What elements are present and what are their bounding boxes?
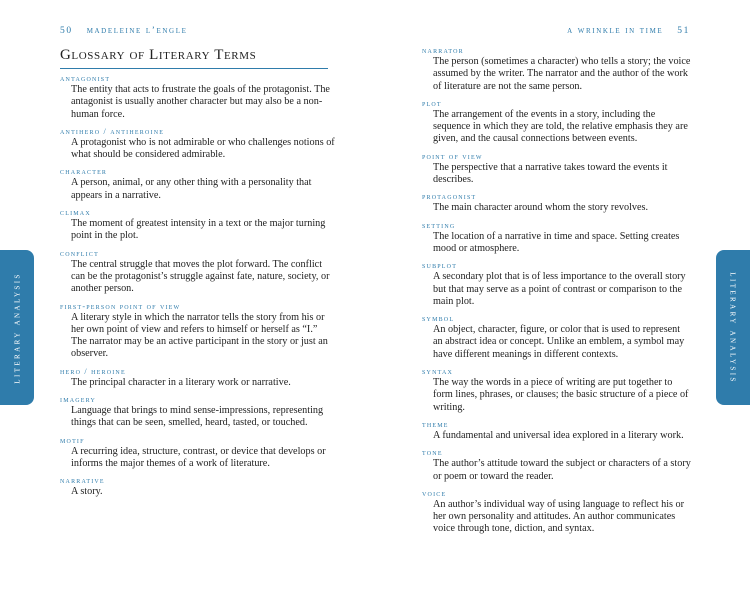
glossary-definition: An author’s individual way of using language to reflect his or her own personality and attitudes. An author communicates voice through tone, diction, and syntax. xyxy=(433,498,685,535)
glossary-definition: The perspective that a narrative takes toward the events it describes. xyxy=(433,161,668,186)
glossary-definition: Language that brings to mind sense-impressions, representing things that can be seen, smelled, heard, tasted, or touched. xyxy=(71,405,324,429)
glossary-definition: The author’s attitude toward the subject or characters of a story or poem or toward the reader. xyxy=(433,458,691,482)
glossary-term: first-person point of view xyxy=(60,301,181,311)
left-entries xyxy=(60,73,335,504)
glossary-term: protagonist xyxy=(422,192,477,202)
glossary-entry xyxy=(422,488,692,536)
glossary-term: plot xyxy=(422,98,442,108)
glossary-term: climax xyxy=(60,208,91,218)
glossary-entry xyxy=(60,126,335,162)
glossary-term: syntax xyxy=(422,367,454,377)
glossary-term: antagonist xyxy=(60,74,111,83)
right-side-tab-label: literary analysis xyxy=(727,271,739,384)
glossary-definition: A story. xyxy=(71,486,103,498)
glossary-definition: The arrangement of the events in a story, including the sequence in which they are told, the relative emphasis they are given, and the causal connections between events. xyxy=(433,108,688,145)
glossary-definition: A fundamental and universal idea explored in a literary work. xyxy=(433,429,684,441)
right-side-tab xyxy=(716,250,750,405)
glossary-entry xyxy=(422,191,692,214)
glossary-definition: The central struggle that moves the plot forward. The conflict can be the protagonist’s struggle against fate, nature, society, or another person. xyxy=(71,258,330,295)
glossary-entry xyxy=(422,98,692,146)
glossary-definition: A recurring idea, structure, contrast, or device that develops or informs the major themes of a work of literature. xyxy=(71,445,326,469)
right-entries xyxy=(422,45,692,541)
glossary-definition: A protagonist who is not admirable or who challenges notions of what should be considered admirable. xyxy=(71,136,335,161)
glossary-term: narrative xyxy=(60,476,105,486)
glossary-term: subplot xyxy=(422,261,458,271)
right-running-head xyxy=(567,26,690,36)
glossary-entry xyxy=(422,45,692,93)
right-page-number: 51 xyxy=(677,26,690,36)
right-page xyxy=(375,0,750,589)
glossary-entry xyxy=(422,419,692,442)
glossary-definition: The location of a narrative in time and space. Setting creates mood or atmosphere. xyxy=(433,230,680,254)
glossary-entry xyxy=(422,220,692,256)
glossary-term: tone xyxy=(422,448,443,458)
glossary-entry xyxy=(60,394,335,430)
glossary-term: symbol xyxy=(422,314,455,324)
glossary-entry xyxy=(422,366,692,414)
glossary-entry xyxy=(60,166,335,202)
glossary-term: conflict xyxy=(60,248,99,258)
glossary-definition: A person, animal, or any other thing with a personality that appears in a narrative. xyxy=(71,177,312,201)
glossary-definition: A secondary plot that is of less importance to the overall story but that may serve as a point of contrast or comparison to the main plot. xyxy=(433,271,686,307)
glossary-definition: The way the words in a piece of writing are put together to form lines, phrases, or clauses; the basic structure of a piece of writing. xyxy=(433,377,689,413)
glossary-definition: The entity that acts to frustrate the goals of the protagonist. The antagonist is usually another character but may also be a non-human force. xyxy=(71,84,330,120)
glossary-entry xyxy=(422,260,692,308)
glossary-definition: The moment of greatest intensity in a text or the major turning point in the plot. xyxy=(71,218,326,242)
left-side-tab xyxy=(0,250,34,405)
glossary-entry xyxy=(60,475,335,498)
glossary-term: motif xyxy=(60,435,85,445)
glossary-entry xyxy=(60,301,335,361)
glossary-title: Glossary of Literary Terms xyxy=(60,47,328,69)
glossary-term: setting xyxy=(422,220,456,230)
glossary-term: voice xyxy=(422,488,447,498)
glossary-definition: The main character around whom the story revolves. xyxy=(433,202,648,214)
glossary-term: imagery xyxy=(60,395,97,405)
glossary-definition: An object, character, figure, or color that is used to represent an abstract idea or concept. Unlike an emblem, a symbol may have different meanings in different contexts. xyxy=(433,324,685,360)
left-running-head xyxy=(60,26,187,36)
right-running-head-text: a wrinkle in time xyxy=(567,26,664,36)
glossary-entry xyxy=(422,313,692,361)
glossary-entry xyxy=(60,248,335,296)
left-side-tab-label: literary analysis xyxy=(11,271,23,384)
glossary-term: antihero / antiheroine xyxy=(60,126,165,136)
glossary-term: hero / heroine xyxy=(60,366,126,376)
glossary-term: theme xyxy=(422,419,449,429)
glossary-definition: The principal character in a literary work or narrative. xyxy=(71,376,291,388)
glossary-entry xyxy=(422,151,692,187)
glossary-entry xyxy=(60,435,335,471)
glossary-entry xyxy=(60,366,335,389)
left-running-head-text: madeleine l’engle xyxy=(86,26,188,36)
glossary-definition: The person (sometimes a character) who tells a story; the voice assumed by the writer. The narrator and the author of the work of literature are not the same person. xyxy=(433,56,691,92)
glossary-entry xyxy=(60,73,335,121)
glossary-term: point of view xyxy=(422,151,483,161)
glossary-term: character xyxy=(60,167,108,177)
glossary-entry xyxy=(60,207,335,243)
glossary-entry xyxy=(422,447,692,483)
glossary-term: narrator xyxy=(422,46,464,55)
left-page-number: 50 xyxy=(60,26,73,36)
glossary-definition: A literary style in which the narrator tells the story from his or her own point of view and refers to himself or herself as “I.” The narrator may be an active participant in the story or just an observer. xyxy=(71,311,328,360)
